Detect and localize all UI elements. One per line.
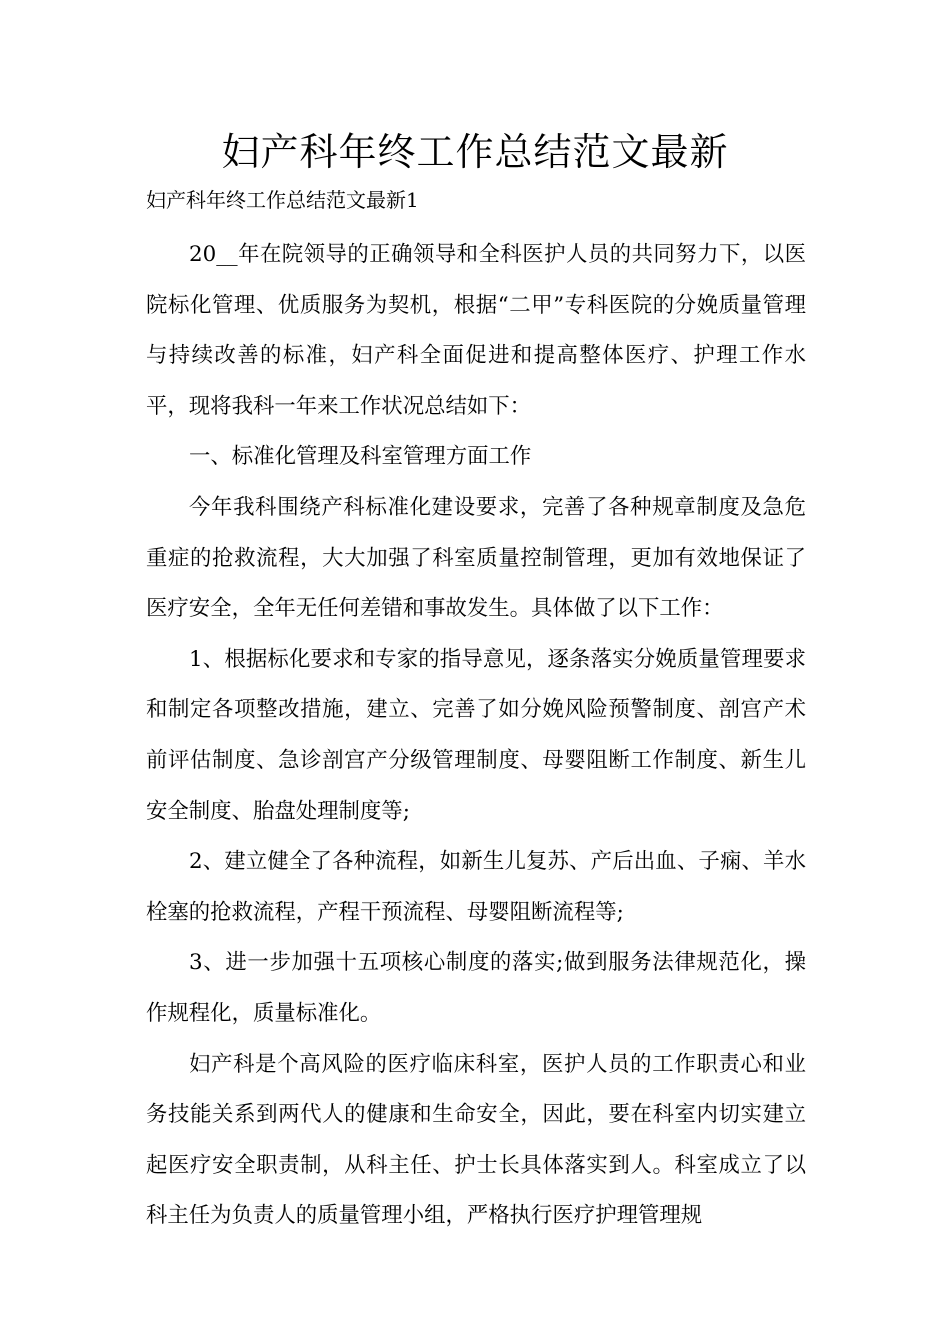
list-item-3: 3、进一步加强十五项核心制度的落实;做到服务法律规范化，操作规程化，质量标准化。 [146, 950, 806, 1026]
document-subtitle: 妇产科年终工作总结范文最新1 [146, 188, 419, 212]
document-body [146, 230, 806, 1242]
paragraph-safety: 妇产科是个高风险的医疗临床科室，医护人员的工作职责心和业务技能关系到两代人的健康和生命安全，因此，要在科室内切实建立起医疗安全职责制，从科主任、护士长具体落实到人。科室成立了以科主任为负责人的质量管理小组，严格执行医疗护理管理规 [146, 1051, 806, 1229]
paragraph-intro: 20__年在院领导的正确领导和全科医护人员的共同努力下，以医院标化管理、优质服务为契机，根据“二甲”专科医院的分娩质量管理与持续改善的标准，妇产科全面促进和提高整体医疗、护理工作水平，现将我科一年来工作状况总结如下： [146, 242, 806, 419]
section-heading: 一、标准化管理及科室管理方面工作 [189, 444, 532, 470]
document-title: 妇产科年终工作总结范文最新 [221, 130, 729, 174]
paragraph-section-summary: 今年我科围绕产科标准化建设要求，完善了各种规章制度及急危重症的抢救流程，大大加强了科室质量控制管理，更加有效地保证了医疗安全，全年无任何差错和事故发生。具体做了以下工作： [146, 494, 806, 622]
list-item-1: 1、根据标化要求和专家的指导意见，逐条落实分娩质量管理要求和制定各项整改措施，建立、完善了如分娩风险预警制度、剖宫产术前评估制度、急诊剖宫产分级管理制度、母婴阻断工作制度、新生儿安全制度、胎盘处理制度等; [146, 646, 806, 824]
list-item-2: 2、建立健全了各种流程，如新生儿复苏、产后出血、子痫、羊水栓塞的抢救流程，产程干预流程、母婴阻断流程等; [146, 849, 806, 925]
